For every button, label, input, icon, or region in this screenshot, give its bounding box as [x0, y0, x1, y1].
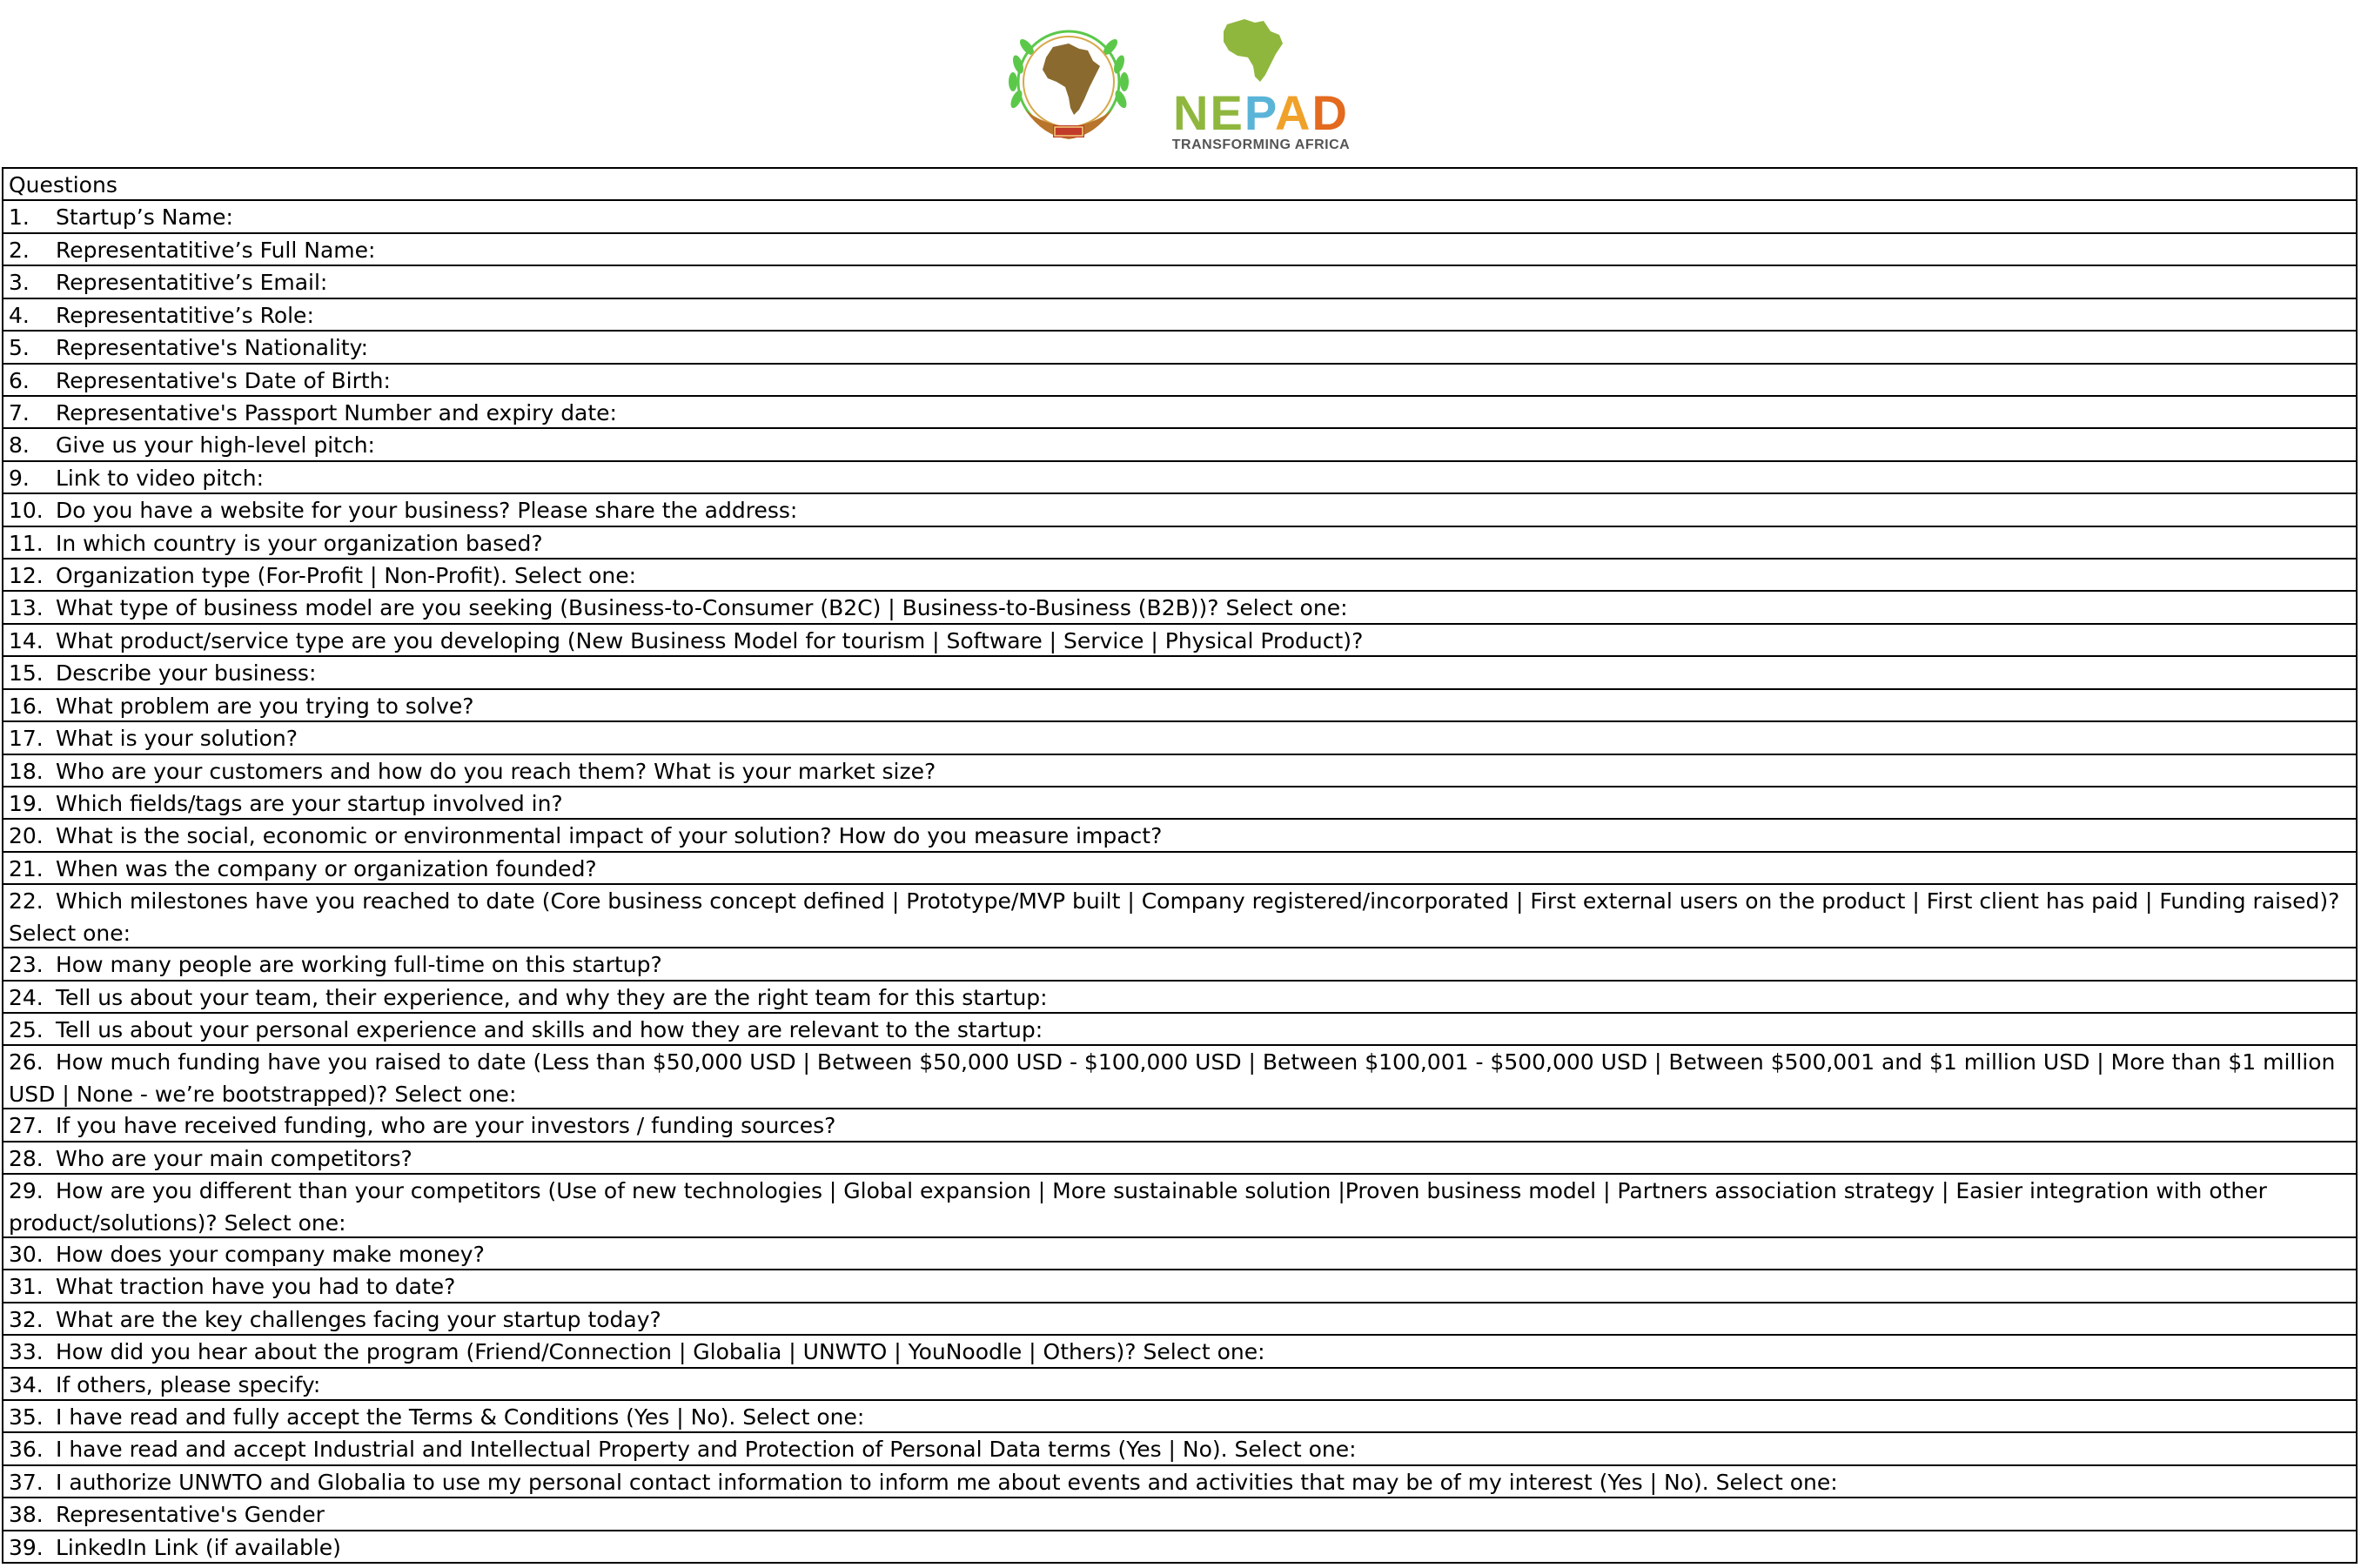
table-row — [3, 1431, 2356, 1464]
table-row — [3, 1464, 2356, 1497]
question-text: Representatitive’s Full Name: — [56, 237, 376, 263]
question-text: Give us your high-level pitch: — [56, 432, 375, 459]
table-row — [3, 395, 2356, 427]
table-row — [3, 460, 2356, 493]
table-row — [3, 1173, 2356, 1236]
question-number: 26. — [9, 1049, 44, 1075]
question-number: 3. — [9, 270, 30, 296]
question-text: Tell us about your team, their experience, and why they are the right team for this startup: — [56, 984, 1048, 1010]
question-text: What is your solution? — [56, 726, 298, 752]
question-text: Which fields/tags are your startup involved in? — [56, 791, 563, 817]
table-row — [3, 720, 2356, 753]
table-row — [3, 1334, 2356, 1366]
question-text: Who are your main competitors? — [56, 1145, 413, 1171]
question-text: What product/service type are you developing (New Business Model for tourism | Software | Service | Physical Product)? — [56, 627, 1364, 653]
question-number: 13. — [9, 595, 44, 621]
question-text: What type of business model are you seeking (Business-to-Consumer (B2C) | Business-to-Business (B2B))? Select one: — [56, 595, 1348, 621]
table-row — [3, 1141, 2356, 1173]
africa-map-icon — [1224, 19, 1283, 82]
table-row — [3, 947, 2356, 979]
question-text: Who are your customers and how do you reach them? What is your market size? — [56, 758, 936, 784]
question-text: Startup’s Name: — [56, 204, 233, 231]
question-text: In which country is your organization based? — [56, 530, 543, 556]
question-number: 29. — [9, 1178, 44, 1204]
question-text: What traction have you had to date? — [56, 1274, 456, 1300]
table-row — [3, 1399, 2356, 1431]
question-text: Representatitive’s Role: — [56, 302, 314, 328]
question-number: 34. — [9, 1371, 44, 1397]
question-number: 32. — [9, 1306, 44, 1332]
question-text: How did you hear about the program (Friend/Connection | Globalia | UNWTO | YouNoodle | Others)? Select one: — [56, 1339, 1265, 1365]
question-number: 9. — [9, 465, 30, 491]
question-text: What are the key challenges facing your startup today? — [56, 1306, 661, 1332]
question-number: 16. — [9, 693, 44, 719]
table-row — [3, 623, 2356, 655]
question-text: How much funding have you raised to date (Less than $50,000 USD | Between $50,000 USD - $100,000 USD | Between $100,001 - $500,000 USD | Between $500,001 and $1 million USD | More than $1 million USD | None - we’re bootstrapped)? Select one: — [9, 1049, 2336, 1108]
question-number: 19. — [9, 791, 44, 817]
question-text: Representative's Date of Birth: — [56, 367, 391, 393]
table-row — [3, 1269, 2356, 1301]
table-row — [3, 786, 2356, 818]
table-header: Questions — [9, 172, 117, 198]
question-text: If you have received funding, who are your investors / funding sources? — [56, 1113, 836, 1139]
table-row — [3, 427, 2356, 459]
nepad-wordmark — [1163, 85, 1359, 140]
question-number: 5. — [9, 335, 30, 361]
table-row — [3, 1497, 2356, 1529]
question-number: 17. — [9, 726, 44, 752]
table-row — [3, 1044, 2356, 1108]
header-logos — [0, 0, 2361, 167]
table-row — [3, 754, 2356, 786]
question-text: I authorize UNWTO and Globalia to use my personal contact information to inform me about events and activities that may be of my interest (Yes | No). Select one: — [56, 1469, 1838, 1495]
table-row — [3, 199, 2356, 231]
table-row — [3, 493, 2356, 525]
question-number: 15. — [9, 660, 44, 687]
nepad-tagline: TRANSFORMING AFRICA — [1171, 137, 1351, 152]
table-row — [3, 688, 2356, 720]
table-row — [3, 265, 2356, 297]
question-text: Organization type (For-Profit | Non-Profit). Select one: — [56, 563, 637, 589]
question-number: 25. — [9, 1016, 44, 1042]
question-number: 35. — [9, 1404, 44, 1431]
nepad-logo — [1163, 12, 1359, 151]
question-number: 24. — [9, 984, 44, 1010]
question-number: 30. — [9, 1241, 44, 1267]
question-text: Representative's Gender — [56, 1502, 325, 1528]
table-row — [3, 363, 2356, 395]
question-text: How many people are working full-time on this startup? — [56, 952, 662, 978]
table-row — [3, 526, 2356, 558]
question-text: How does your company make money? — [56, 1241, 485, 1267]
question-text: What is the social, economic or environmental impact of your solution? How do you measure impact? — [56, 823, 1163, 849]
nepad-letter-a: A — [1275, 85, 1312, 140]
question-text: How are you different than your competitors (Use of new technologies | Global expansion | More sustainable solution |Proven business model | Partners association strategy | Easier integration with other product/solutions)? Select one: — [9, 1178, 2267, 1236]
table-row — [3, 655, 2356, 687]
question-text: If others, please specify: — [56, 1371, 321, 1397]
question-number: 22. — [9, 888, 44, 915]
table-row — [3, 1236, 2356, 1269]
table-row — [3, 330, 2356, 362]
nepad-letter-d: D — [1311, 85, 1349, 140]
question-text: When was the company or organization founded? — [56, 855, 597, 881]
question-text: Tell us about your personal experience and skills and how they are relevant to the startup: — [56, 1016, 1043, 1042]
table-row — [3, 1530, 2356, 1562]
question-number: 21. — [9, 855, 44, 881]
question-number: 8. — [9, 432, 30, 459]
question-number: 33. — [9, 1339, 44, 1365]
african-union-emblem — [999, 12, 1138, 151]
question-text: What problem are you trying to solve? — [56, 693, 474, 719]
question-number: 37. — [9, 1469, 44, 1495]
nepad-letter-p: P — [1244, 85, 1276, 140]
question-number: 27. — [9, 1113, 44, 1139]
question-text: LinkedIn Link (if available) — [56, 1534, 341, 1560]
question-text: I have read and fully accept the Terms & Conditions (Yes | No). Select one: — [56, 1404, 865, 1431]
question-text: Describe your business: — [56, 660, 317, 687]
question-number: 12. — [9, 563, 44, 589]
question-number: 1. — [9, 204, 30, 231]
question-number: 38. — [9, 1502, 44, 1528]
question-number: 6. — [9, 367, 30, 393]
table-row — [3, 851, 2356, 883]
question-number: 18. — [9, 758, 44, 784]
question-number: 10. — [9, 498, 44, 524]
table-row — [3, 1108, 2356, 1140]
question-text: Which milestones have you reached to date (Core business concept defined | Prototype/MVP built | Company registered/incorporated | First external users on the product | First client has paid | Funding raised)? Select one: — [9, 888, 2340, 947]
table-row — [3, 558, 2356, 590]
table-row — [3, 232, 2356, 265]
question-number: 36. — [9, 1437, 44, 1463]
table-row — [3, 590, 2356, 622]
question-text: Link to video pitch: — [56, 465, 265, 491]
question-text: Representative's Passport Number and expiry date: — [56, 399, 617, 426]
table-row — [3, 818, 2356, 850]
table-row — [3, 883, 2356, 947]
question-number: 39. — [9, 1534, 44, 1560]
table-row — [3, 298, 2356, 330]
table-row — [3, 1012, 2356, 1044]
table-row — [3, 1367, 2356, 1399]
nepad-letter-n: N — [1173, 85, 1211, 140]
question-text: Do you have a website for your business? Please share the address: — [56, 498, 798, 524]
question-number: 28. — [9, 1145, 44, 1171]
question-number: 7. — [9, 399, 30, 426]
question-text: Representative's Nationality: — [56, 335, 369, 361]
question-number: 11. — [9, 530, 44, 556]
question-number: 20. — [9, 823, 44, 849]
question-text: I have read and accept Industrial and Intellectual Property and Protection of Personal Data terms (Yes | No). Select one: — [56, 1437, 1357, 1463]
question-number: 4. — [9, 302, 30, 328]
nepad-letter-e: E — [1210, 85, 1244, 140]
table-row — [3, 1302, 2356, 1334]
questions-table — [2, 167, 2358, 1564]
question-number: 23. — [9, 952, 44, 978]
question-number: 14. — [9, 627, 44, 653]
question-number: 2. — [9, 237, 30, 263]
question-text: Representatitive’s Email: — [56, 270, 328, 296]
table-row — [3, 980, 2356, 1012]
question-number: 31. — [9, 1274, 44, 1300]
